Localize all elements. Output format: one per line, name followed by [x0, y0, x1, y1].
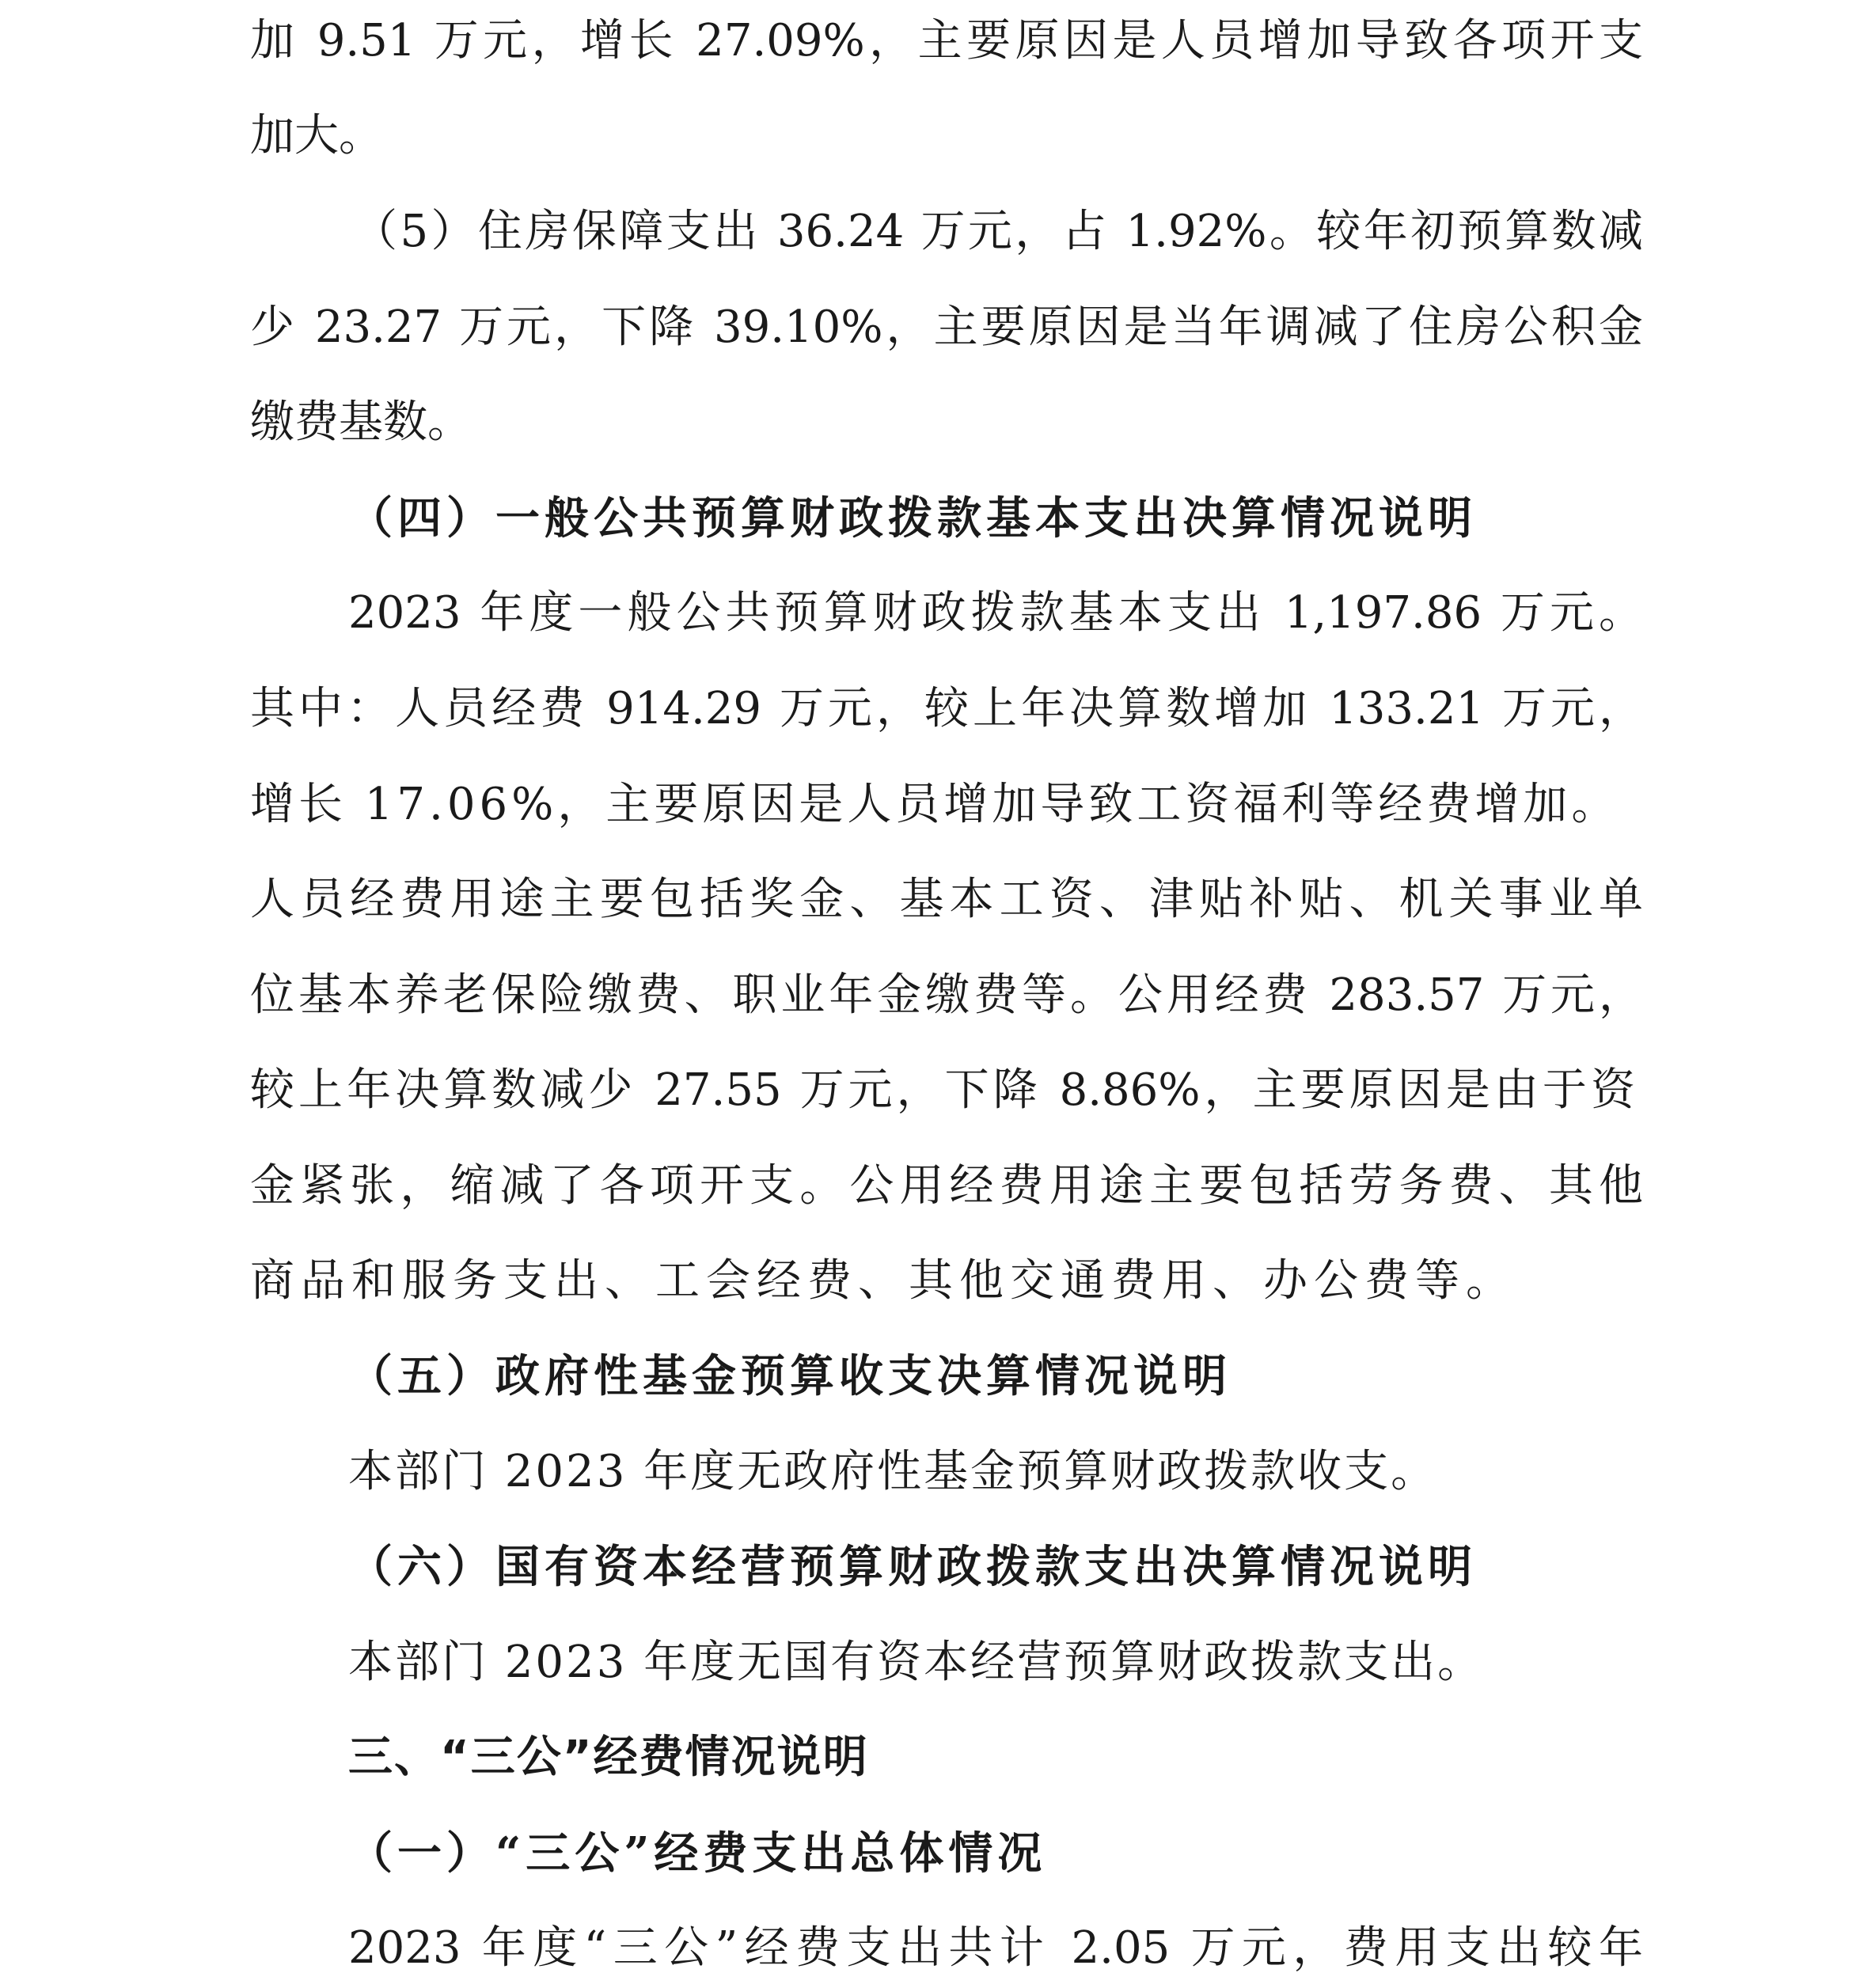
paragraph-line: 本部门 2023 年度无国有资本经营预算财政拨款支出。 [348, 1637, 1485, 1688]
paragraph-line: 金紧张，缩减了各项开支。公用经费用途主要包括劳务费、其他 [250, 1160, 1643, 1212]
paragraph-line: 增长 17.06%，主要原因是人员增加导致工资福利等经费增加。 [250, 779, 1620, 830]
paragraph-line: 缴费基数。 [250, 396, 472, 448]
paragraph-line: 少 23.27 万元，下降 39.10%，主要原因是当年调减了住房公积金 [250, 302, 1643, 353]
paragraph-line: 本部门 2023 年度无政府性基金预算财政拨款收支。 [348, 1446, 1438, 1497]
paragraph-line: 2023 年度一般公共预算财政拨款基本支出 1,197.86 万元。 [348, 587, 1643, 639]
paragraph-line: （5）住房保障支出 36.24 万元，占 1.92%。较年初预算数减 [353, 206, 1643, 257]
section-heading-three-public: 三、“三公”经费情况说明 [348, 1732, 869, 1783]
paragraph-line: 加 9.51 万元，增长 27.09%，主要原因是人员增加导致各项开支 [250, 15, 1643, 66]
paragraph-line: 人员经费用途主要包括奖金、基本工资、津贴补贴、机关事业单 [250, 874, 1643, 925]
paragraph-line: 加大。 [250, 110, 383, 161]
section-heading-three-public-overall: （一）“三公”经费支出总体情况 [348, 1827, 1047, 1880]
section-heading-state-capital: （六）国有资本经营预算财政拨款支出决算情况说明 [348, 1541, 1477, 1593]
section-heading-gov-fund: （五）政府性基金预算收支决算情况说明 [348, 1350, 1232, 1402]
paragraph-line: 位基本养老保险缴费、职业年金缴费等。公用经费 283.57 万元， [250, 969, 1643, 1021]
paragraph-line: 商品和服务支出、工会经费、其他交通费用、办公费等。 [250, 1255, 1516, 1307]
paragraph-line: 2023 年度“三公”经费支出共计 2.05 万元，费用支出较年 [348, 1922, 1643, 1974]
paragraph-line: 较上年决算数减少 27.55 万元，下降 8.86%，主要原因是由于资 [250, 1064, 1635, 1116]
section-heading-basic-expenditure: （四）一般公共预算财政拨款基本支出决算情况说明 [348, 492, 1477, 544]
paragraph-line: 其中：人员经费 914.29 万元，较上年决算数增加 133.21 万元， [250, 683, 1643, 734]
